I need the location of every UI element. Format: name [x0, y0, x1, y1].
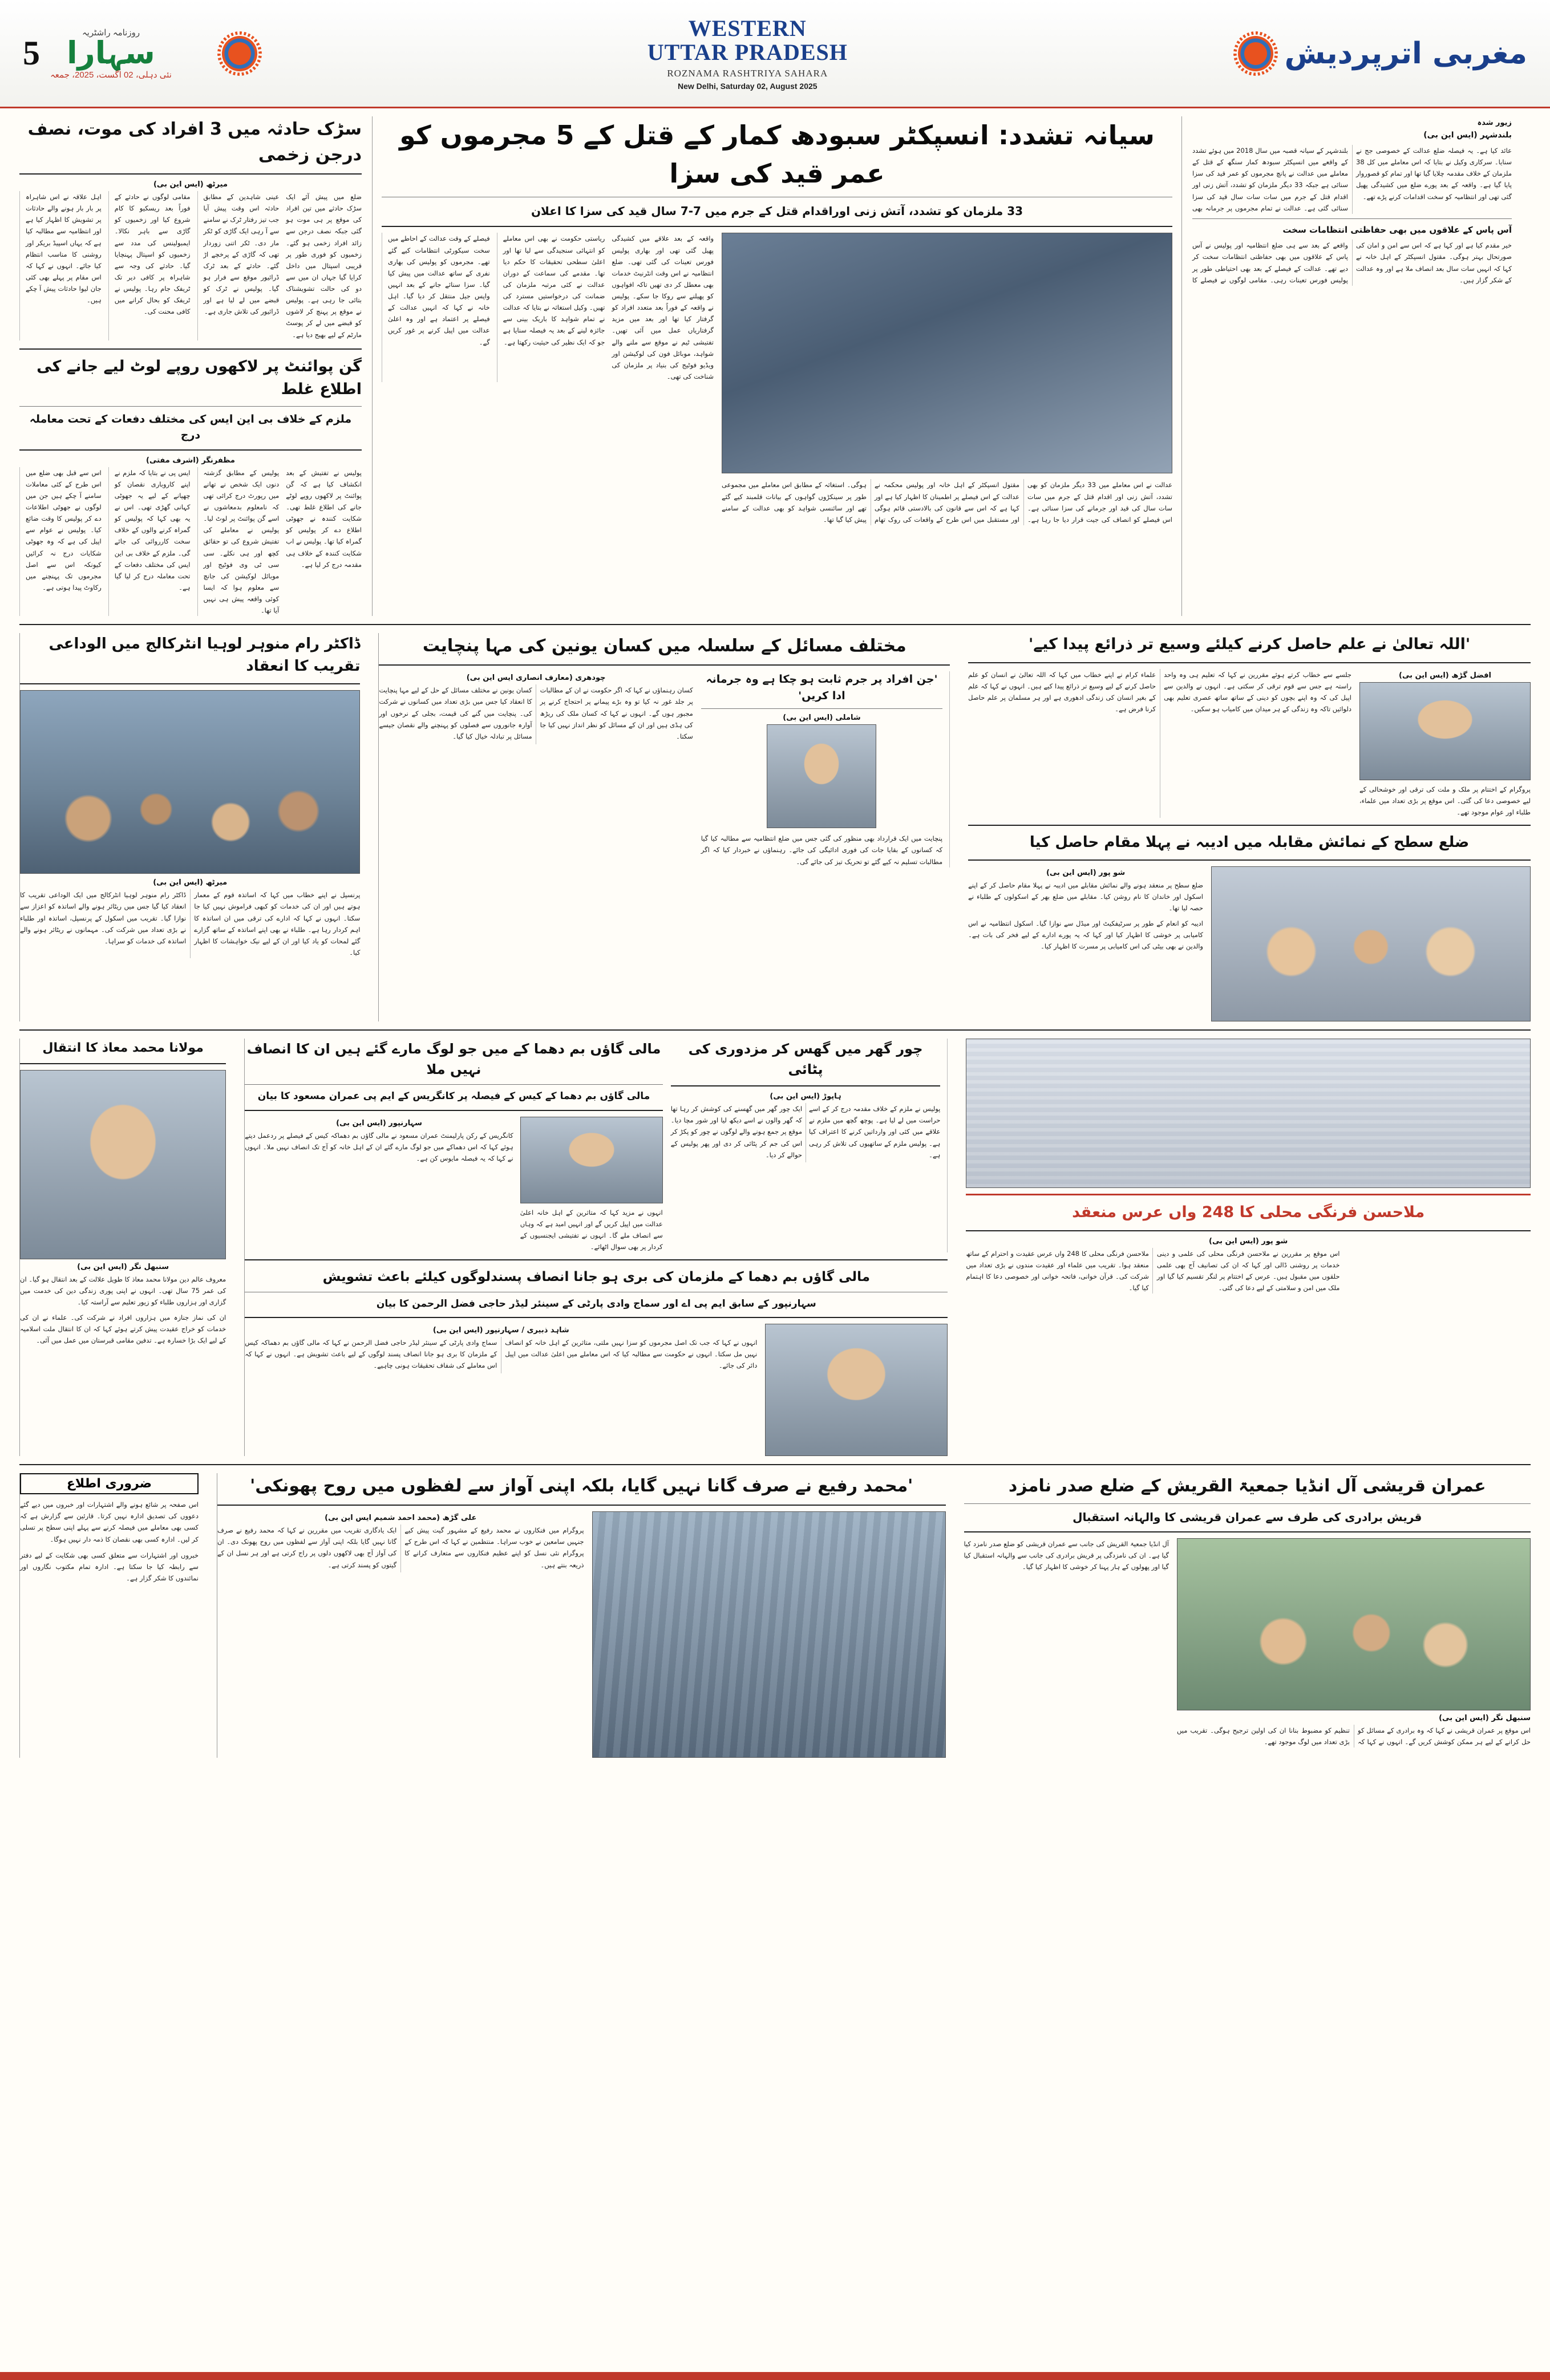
obit-photo	[20, 1070, 226, 1259]
right-rail-byline: زیور شدہ	[1477, 119, 1512, 127]
obit-byline: سنبھل نگر (ایس این بی)	[77, 1263, 169, 1272]
gun-point-col-2: پولیس کے مطابق گزشتہ دنوں ایک شخص نے تھانے میں رپورٹ درج کرائی تھی کہ نامعلوم بدمعاشوں نے اسے گن پوائنٹ پر لوٹ لیا۔ پولیس نے معاملے کی تفتیش شروع کی تو حقائق کچھ اور ہی نکلے۔ سی سی ٹی وی فوٹیج اور موبائل لوکیشن کی جانچ سے معلوم ہوا کہ ایسا کوئی واقعہ پیش ہی نہیں آیا تھا۔	[203, 468, 280, 615]
article-allah-knowledge	[968, 633, 1531, 818]
gun-point-byline: مظفرنگر (اشرف مفتی)	[146, 456, 235, 465]
imran-subhead: قریش برادری کی طرف سے عمران قریشی کا والہانہ استقبال	[1073, 1510, 1422, 1525]
imran-byline: سنبھل نگر (ایس این بی)	[1439, 1714, 1531, 1723]
notice-title: ضروری اطلاع	[20, 1473, 199, 1494]
alvi-byline: میرٹھ (ایس این بی)	[153, 878, 228, 887]
lead-subhead: 33 ملزمان کو تشدد، آتش زنی اوراقدام قتل کے جرم میں 7-7 سال قید کی سزا کا اعلان	[531, 204, 1023, 218]
logo-date-text: نئی دہلی، 02 اگست، 2025، جمعہ	[50, 70, 172, 80]
article-chor	[671, 1039, 948, 1252]
lead-col-1: عدالت نے اس معاملے میں 33 دیگر ملزمان کو بھی تشدد، آتش زنی اور اقدام قتل کے جرم میں سات سات سال کی قید اور جرمانے کی سزا سنائی ہے۔ اس فیصلے کو انصاف کی جیت قرار دیا جا رہا ہے۔ مقتول انسپکٹر کے اہل خانہ اور پولیس محکمہ نے عدالت کے اس فیصلے پر اطمینان کا اظہار کیا ہے اور کہا ہے کہ اس سے قانون کی بالادستی قائم ہوگی اور مستقبل میں اس طرح کے واقعات کی روک تھام ہوگی۔ استغاثہ کے مطابق اس معاملے میں مجموعی طور پر سینکڑوں گواہوں کے بیانات قلمبند کیے گئے تھے اور سائنسی شواہد کو بھی عدالت کے سامنے پیش کیا گیا تھا۔	[722, 481, 1172, 524]
paper-subtitle: ROZNAMA RASHTRIYA SAHARA	[667, 67, 828, 79]
article-maulana-obit	[19, 1039, 234, 1456]
allah-col-3: پروگرام کے اختتام پر ملک و ملت کی ترقی اور خوشحالی کے لیے خصوصی دعا کی گئی۔ اس موقع پر بڑی تعداد میں علماء، طلباء اور عوام موجود تھے۔	[1359, 785, 1531, 816]
notice-col-1: اس صفحہ پر شائع ہونے والے اشتہارات اور خبروں میں دیے گئے دعووں کی تصدیق ادارہ نہیں کرتا۔ قارئین سے گزارش ہے کہ کسی بھی معاملے میں فیصلہ کرنے سے پہلے اپنی سطح پر تسلی کر لیں۔ ادارہ کسی بھی نقصان کا ذمہ دار نہیں ہوگا۔	[20, 1501, 199, 1543]
alvi-photo	[20, 690, 360, 874]
rafi-photo	[592, 1511, 946, 1758]
masthead-center	[257, 17, 1238, 91]
imran-col-2: اس موقع پر عمران قریشی نے کہا کہ وہ برادری کے مسائل کو حل کرانے کے لیے ہر ممکن کوشش کریں گے۔ انہوں نے کہا کہ تنظیم کو مضبوط بنانا ان کی اولین ترجیح ہوگی۔ تقریب میں بڑی تعداد میں لوگ موجود تھے۔	[1177, 1726, 1531, 1746]
urs-byline: شو پور (ایس این بی)	[1209, 1236, 1288, 1246]
tashweesh-byline: شاہد ذبیری / سہارنپور (ایس این بی)	[432, 1326, 569, 1335]
chor-headline: چور گھر میں گھس کر مزدوری کی پٹائی	[688, 1041, 923, 1078]
road-accident-col-3: مقامی لوگوں نے حادثے کے فوراً بعد ریسکیو کا کام شروع کیا اور زخمیوں کو گاڑی سے باہر نکالا۔ ایمبولینس کی مدد سے زخمیوں کو اسپتال پہنچایا گیا۔ حادثے کی وجہ سے شاہراہ پر کافی دیر تک ٹریفک جام رہا۔ پولیس نے ٹریفک کو بحال کرانے میں کافی محنت کی۔	[114, 193, 191, 316]
lead-col-3: ریاستی حکومت نے بھی اس معاملے کو انتہائی سنجیدگی سے لیا تھا اور اعلیٰ سطحی تحقیقات کا حکم دیا تھا۔ مقدمے کی سماعت کے دوران عدالت نے کئی مرتبہ ملزمان کی ضمانت کی درخواستیں مسترد کی تھیں۔ وکیل استغاثہ نے بتایا کہ عدالت نے تمام شواہد کا باریک بینی سے جائزہ لینے کے بعد یہ فیصلہ سنایا ہے جو کہ ایک نظیر کی حیثیت رکھتا ہے۔	[503, 234, 605, 346]
right-rail	[1192, 116, 1512, 616]
logo-top-text: روزنامہ راشٹریہ	[82, 27, 140, 38]
allah-col-1: علماء کرام نے اپنے خطاب میں کہا کہ اللہ تعالیٰ نے انسان کو علم حاصل کرنے کے لیے وسیع تر ذرائع پیدا کیے ہیں۔ انہوں نے کہا کہ علم کے بغیر انسان کی زندگی ادھوری ہے اور ہر مسلمان پر علم حاصل کرنا فرض ہے۔	[968, 670, 1156, 713]
second-band	[19, 633, 1531, 1021]
urs-headline: ملاحسن فرنگی محلی کا 248 واں عرس منعقد	[1072, 1203, 1425, 1222]
urs-col-1: ملاحسن فرنگی محلی کا 248 واں عرس عقیدت و احترام کے ساتھ منعقد ہوا۔ تقریب میں علماء اور عقیدت مندوں نے بڑی تعداد میں شرکت کی۔ قرآن خوانی، فاتحہ خوانی اور خصوصی دعا کا اہتمام کیا گیا۔	[966, 1249, 1149, 1292]
rafi-col-1: ایک یادگاری تقریب میں مقررین نے کہا کہ محمد رفیع نے صرف گانا نہیں گایا بلکہ اپنی آواز سے لفظوں میں روح پھونک دی۔ ان کی آواز آج بھی لاکھوں دلوں پر راج کرتی ہے اور ہر نسل ان کے گیتوں کو پسند کرتی ہے۔	[217, 1526, 397, 1569]
imran-col-1: آل انڈیا جمعیۃ القریش کی جانب سے عمران قریشی کو ضلع صدر نامزد کیا گیا ہے۔ ان کی نامزدگی پر قریش برادری کی جانب سے والہانہ استقبال کیا گیا اور پھولوں کے ہار پہنا کر خوشی کا اظہار کیا گیا۔	[964, 1540, 1169, 1571]
lead-col-4: فیصلے کے وقت عدالت کے احاطے میں سخت سیکورٹی انتظامات کیے گئے تھے۔ مجرموں کو پولیس کی بھاری نفری کے ساتھ عدالت میں پیش کیا گیا۔ سزا سنائے جانے کے بعد انہیں واپس جیل منتقل کر دیا گیا۔ اہل خانہ نے کہا کہ انہیں عدالت کے فیصلے پر اعتماد ہے اور وہ اعلیٰ عدالت میں اپیل کرنے پر غور کریں گے۔	[388, 234, 490, 346]
malikpur-col-2: انہوں نے مزید کہا کہ متاثرین کے اہل خانہ اعلیٰ عدالت میں اپیل کریں گے اور انہیں امید ہے کہ وہاں سے انصاف ملے گا۔ انہوں نے تفتیشی ایجنسیوں کے کردار پر بھی سوال اٹھائے۔	[520, 1208, 663, 1251]
article-mohammad-rafi	[217, 1473, 954, 1758]
article-maligaon-tashweesh	[245, 1267, 948, 1456]
alvi-col-1: ڈاکٹر رام منوہر لوہیا انٹرکالج میں ایک الوداعی تقریب کا انعقاد کیا گیا جس میں ریٹائر ہونے والے اساتذہ کو اعزاز سے نوازا گیا۔ تقریب میں اسکول کے پرنسپل، اساتذہ اور طلباء نے بڑی تعداد میں شرکت کی۔ مہمانوں نے ریٹائر ہونے والے اساتذہ کی خدمات کو سراہا۔	[20, 891, 187, 945]
malikpur-byline: سہارنپور (ایس این بی)	[336, 1118, 422, 1128]
article-district-exhibition	[968, 832, 1531, 1021]
masthead-right	[1238, 36, 1527, 71]
chor-col-1: ایک چور گھر میں گھسنے کی کوشش کر رہا تھا کہ گھر والوں نے اسے دیکھ لیا اور شور مچا دیا۔ موقع پر جمع ہونے والے لوگوں نے چور کو پکڑ کر اس کی جم کر پٹائی کر دی اور پھر پولیس کے حوالے کر دیا۔	[670, 1105, 803, 1159]
sun-icon-right	[1238, 36, 1273, 71]
article-alvi	[19, 633, 368, 1021]
exhibition-photo	[1211, 866, 1531, 1021]
rafi-byline: علی گڑھ (محمد احمد شمیم ایس این بی)	[325, 1514, 477, 1523]
gun-point-col-4: اس سے قبل بھی ضلع میں اس طرح کے کئی معاملات سامنے آ چکے ہیں جن میں لوگوں نے جھوٹی اطلاعات دے کر پولیس کا وقت ضائع کیا۔ پولیس نے عوام سے اپیل کی ہے کہ وہ جھوٹی شکایات درج نہ کرائیں کیونکہ اس سے اصل مجرموں تک پہنچنے میں رکاوٹ پیدا ہوتی ہے۔	[26, 468, 102, 591]
lead-photo	[722, 233, 1172, 473]
road-accident-col-2: عینی شاہدین کے مطابق حادثہ اس وقت پیش آیا جب تیز رفتار ٹرک نے سامنے سے آ رہی ایک گاڑی کو ٹکر مار دی۔ ٹکر اتنی زوردار تھی کہ گاڑی کے پرخچے اڑ گئے۔ حادثے کے بعد ٹرک ڈرائیور موقع سے فرار ہو گیا۔ پولیس نے ٹرک کو قبضے میں لے لیا ہے اور ڈرائیور کی تلاش جاری ہے۔	[203, 193, 280, 316]
notice-block	[19, 1473, 207, 1758]
exhibition-byline: شو پور (ایس این بی)	[1046, 869, 1126, 878]
lead-story	[372, 116, 1182, 616]
tashweesh-photo	[765, 1324, 948, 1456]
gun-point-subhead: ملزم کے خلاف بی این ایس کی مختلف دفعات کے تحت معاملہ درج	[29, 412, 352, 442]
allah-photo	[1359, 682, 1531, 780]
malikpur-subhead: مالی گاؤں بم دھما کے کیس کے فیصلہ پر کانگریس کے ایم پی عمران مسعود کا بیان	[257, 1090, 650, 1102]
right-rail-text: بلندشہر کے سیانہ قصبہ میں سال 2018 میں ہوئے تشدد کے واقعے میں انسپکٹر سبودھ کمار سنگھ کے قتل کے معاملے میں عدالت نے پانچ مجرموں کو عمر قید کی سزا سنائی ہے جبکہ 33 دیگر ملزمان کو تشدد، آتش زنی اور اقدام قتل کے جرم میں سات سات سال قید کی سزا سنائی گئی ہے۔ عدالت نے تمام مجرموں پر جرمانہ بھی عائد کیا ہے۔ یہ فیصلہ ضلع عدالت کے خصوصی جج نے سنایا۔ سرکاری وکیل نے بتایا کہ اس معاملے میں کل 38 ملزمان کے خلاف مقدمہ چلایا گیا تھا اور تمام کو قصوروار پایا گیا ہے۔ واقعہ کے بعد پورے ضلع میں کشیدگی پھیل گئی تھی اور انتظامیہ کو سخت اقدامات کرنے پڑے تھے۔	[1192, 147, 1512, 212]
chor-col-2: پولیس نے ملزم کے خلاف مقدمہ درج کر کے اسے حراست میں لے لیا ہے۔ پوچھ گچھ میں ملزم نے علاقے میں کئی اور وارداتیں کرنے کا اعتراف کیا ہے۔ پولیس ملزم کے ساتھیوں کی تلاش کر رہی ہے۔	[809, 1105, 941, 1159]
allah-byline: افضل گڑھ (ایس این بی)	[1399, 671, 1491, 680]
gun-point-col-3: ایس پی نے بتایا کہ ملزم نے اپنے کاروباری نقصان کو چھپانے کے لیے یہ جھوٹی کہانی گھڑی تھی۔ اس نے یہ بھی کہا کہ پولیس کو گمراہ کرنے والوں کے خلاف سخت کارروائی کی جائے گی۔ ملزم کے خلاف بی این ایس کی مختلف دفعات کے تحت معاملہ درج کر لیا گیا ہے۔	[114, 468, 191, 591]
rafi-headline: 'محمد رفیع نے صرف گانا نہیں گایا، بلکہ اپنی آواز سے لفظوں میں روح پھونکی'	[250, 1476, 913, 1497]
kisan-headline: مختلف مسائل کے سلسلہ میں کسان یونین کی مہا پنچایت	[422, 636, 906, 656]
road-accident-col-1: ضلع میں پیش آئے ایک سڑک حادثے میں تین افراد کی موقع پر ہی موت ہو گئی جبکہ نصف درجن سے زائد افراد زخمی ہو گئے۔ زخمیوں کو فوری طور پر قریبی اسپتال میں داخل کرایا گیا جہاں ان میں سے دو کی حالت تشویشناک بتائی جا رہی ہے۔ پولیس نے موقع پر پہنچ کر لاشوں کو قبضے میں لے کر پوسٹ مارٹم کے لیے بھیج دیا ہے۔	[286, 193, 362, 339]
malikpur-photo	[520, 1117, 663, 1203]
imran-headline: عمران قریشی آل انڈیا جمعیۃ القریش کے ضلع صدر نامزد	[1008, 1476, 1486, 1497]
paper-title-line2: UTTAR PRADESH	[647, 39, 848, 65]
allah-col-2: جلسے سے خطاب کرتے ہوئے مقررین نے کہا کہ تعلیم ہی وہ واحد راستہ ہے جس سے قوم ترقی کر سکتی ہے۔ انہوں نے والدین سے اپیل کی کہ وہ اپنے بچوں کو دینی کے ساتھ ساتھ عصری تعلیم بھی دلوائیں تاکہ وہ زندگی کے ہر میدان میں کامیاب ہو سکیں۔	[1164, 670, 1351, 713]
obit-col-2: ان کی نماز جنازہ میں ہزاروں افراد نے شرکت کی۔ علماء نے ان کی خدمات کو خراج عقیدت پیش کرتے ہوئے کہا کہ ان کا انتقال ملت اسلامیہ کے لیے ایک بڑا خسارہ ہے۔ تدفین مقامی قبرستان میں عمل میں آئی۔	[20, 1313, 226, 1344]
paper-date: New Delhi, Saturday 02, August 2025	[678, 81, 818, 91]
exhibition-col-1: ضلع سطح پر منعقد ہونے والے نمائش مقابلے میں ادیبہ نے پہلا مقام حاصل کر کے اپنے اسکول اور خاندان کا نام روشن کیا۔ مقابلے میں ضلع بھر کے اسکولوں کے طلباء نے حصہ لیا تھا۔	[968, 881, 1203, 913]
obit-headline: مولانا محمد معاذ کا انتقال	[42, 1041, 204, 1056]
exhibition-headline: ضلع سطح کے نمائش مقابلہ میں ادیبہ نے پہلا مقام حاصل کیا	[1029, 834, 1470, 852]
mid-third-band	[244, 1039, 956, 1456]
malikpur-headline: مالی گاؤں بم دھما کے میں جو لوگ مارے گئے ہیں ان کا انصاف نہیں ملا	[246, 1041, 661, 1078]
left-column-group	[19, 116, 362, 616]
allah-headline: 'اللہ تعالیٰ نے علم حاصل کرنے کیلئے وسیع تر ذرائع پیدا کیے'	[1029, 635, 1471, 654]
article-kisan	[378, 633, 958, 1021]
urs-photo	[966, 1039, 1531, 1188]
logo-urdu-text: سہارا	[67, 34, 155, 71]
right-rail-second-head: آس پاس کے علاقوں میں بھی حفاظتی انتظامات سخت	[1282, 224, 1512, 235]
lead-col-2: واقعہ کے بعد علاقے میں کشیدگی پھیل گئی تھی اور بھاری پولیس فورس تعینات کی گئی تھی۔ ضلع انتظامیہ نے اس وقت انٹرنیٹ خدمات بھی معطل کر دی تھیں تاکہ افواہوں کو پھیلنے سے روکا جا سکے۔ پولیس نے واقعہ کے فوراً بعد متعدد افراد کو گرفتار کیا تھا اور بعد میں مزید گرفتاریاں عمل میں آئی تھیں۔ تفتیشی ٹیم نے موقع سے ملنے والے شواہد، موبائل فون کی لوکیشن اور ویڈیو فوٹیج کی بنیاد پر ملزمان کی شناخت کی تھی۔	[612, 234, 714, 380]
tashweesh-col-2: انہوں نے کہا کہ جب تک اصل مجرموں کو سزا نہیں ملتی، متاثرین کے اہل خانہ کو انصاف نہیں مل سکتا۔ انہوں نے حکومت سے مطالبہ کیا کہ اس معاملے میں اعلیٰ عدالت میں اپیل دائر کی جائے۔	[505, 1339, 758, 1370]
article-malikpur	[245, 1039, 663, 1252]
right-rail-second-text: واقعے کے بعد سے ہی ضلع انتظامیہ اور پولیس نے آس پاس کے علاقوں میں بھی حفاظتی انتظامات سخت کر دیے تھے۔ عدالت کے فیصلے کے بعد بھی احتیاطی طور پر پولیس فورس تعینات رہی۔ مقامی لوگوں نے فیصلے کا خیر مقدم کیا ہے اور کہا ہے کہ اس سے امن و امان کی صورتحال بہتر ہوگی۔ مقتول انسپکٹر کے اہل خانہ نے کہا کہ انہیں سات سال بعد انصاف ملا ہے اور وہ عدالت کے شکر گزار ہیں۔	[1192, 241, 1512, 284]
kisan-side-headline: 'جن افراد پر جرم ثابت ہو چکا ہے وہ جرمانہ ادا کریں'	[706, 673, 938, 702]
tashweesh-headline: مالی گاؤں بم دھما کے ملزمان کی بری ہو جانا انصاف پسندلوگوں کیلئے باعث تشویش	[322, 1270, 870, 1285]
gun-point-headline: گن پوائنٹ پر لاکھوں روپے لوٹ لیے جانے کی اطلاع غلط	[37, 357, 362, 399]
kisan-col-3: پنچایت میں ایک قرارداد بھی منظور کی گئی جس میں ضلع انتظامیہ سے مطالبہ کیا گیا کہ کسانوں کے بقایا جات کی فوری ادائیگی کی جائے۔ رہنماؤں نے خبردار کیا کہ اگر مطالبات تسلیم نہ کیے گئے تو تحریک تیز کی جائے گی۔	[701, 834, 943, 866]
masthead	[0, 0, 1550, 108]
article-urs	[966, 1039, 1531, 1456]
sahara-logo	[50, 27, 172, 80]
right-band-group	[968, 633, 1531, 1021]
footer-bar	[0, 2372, 1550, 2380]
obit-col-1: معروف عالم دین مولانا محمد معاذ کا طویل علالت کے بعد انتقال ہو گیا۔ ان کی عمر 75 سال تھی۔ انہوں نے اپنی پوری زندگی دین کی خدمت میں گزاری اور ہزاروں طلباء کو زیور تعلیم سے آراستہ کیا۔	[20, 1275, 226, 1307]
paper-title-line1: WESTERN	[688, 15, 807, 41]
road-accident-headline: سڑک حادثہ میں 3 افراد کی موت، نصف درجن زخمی	[27, 119, 362, 165]
masthead-left	[23, 27, 257, 80]
chor-byline: ہاپوڑ (ایس این بی)	[770, 1092, 841, 1101]
alvi-headline: ڈاکٹر رام منوہر لوہیا انٹرکالج میں الوداعی تقریب کا انعقاد	[48, 635, 361, 675]
top-section	[19, 116, 1531, 616]
kisan-byline-2: چودھری (معارف انصاری ایس این بی)	[466, 674, 606, 683]
kisan-portrait-photo	[767, 724, 876, 828]
sun-icon	[222, 36, 257, 71]
article-imran-qureshi	[964, 1473, 1531, 1758]
urs-col-2: اس موقع پر مقررین نے ملاحسن فرنگی محلی کی علمی و دینی خدمات پر روشنی ڈالی اور کہا کہ ان کی تصانیف آج بھی علمی حلقوں میں مقبول ہیں۔ عرس کے اختتام پر لنگر تقسیم کیا گیا اور ملک میں امن و سلامتی کے لیے دعا کی گئی۔	[1156, 1249, 1340, 1292]
rafi-col-2: پروگرام میں فنکاروں نے محمد رفیع کے مشہور گیت پیش کیے جنہیں سامعین نے خوب سراہا۔ منتظمین نے کہا کہ اس طرح کے پروگرام نئی نسل کو اپنے عظیم فنکاروں سے متعارف کرانے کا ذریعہ بنتے ہیں۔	[404, 1526, 584, 1569]
road-accident-col-4: اہل علاقہ نے اس شاہراہ پر بار بار ہونے والے حادثات پر تشویش کا اظہار کیا ہے اور انتظامیہ سے مطالبہ کیا ہے کہ یہاں اسپیڈ بریکر اور روشنی کا مناسب انتظام کیا جائے۔ انہوں نے کہا کہ اس مقام پر پہلے بھی کئی جان لیوا حادثات پیش آ چکے ہیں۔	[26, 193, 102, 305]
kisan-col-1: کسان یونین نے مختلف مسائل کے حل کے لیے مہا پنچایت کا انعقاد کیا جس میں بڑی تعداد میں کسانوں نے شرکت کی۔ پنچایت میں گنے کی قیمت، بجلی کے نرخوں اور آوارہ جانوروں سے فصلوں کو پہنچنے والے نقصان جیسے مسائل پر تبادلہ خیال کیا گیا۔	[379, 686, 532, 740]
lead-headline: سیانہ تشدد: انسپکٹر سبودھ کمار کے قتل کے 5 مجرموں کو عمر قید کی سزا	[399, 120, 1155, 189]
notice-col-2: خبروں اور اشتہارات سے متعلق کسی بھی شکایت کے لیے دفتر سے رابطہ کیا جا سکتا ہے۔ ادارہ تمام مکتوب نگاروں اور نمائندوں کا شکر گزار ہے۔	[20, 1551, 199, 1582]
page-content	[0, 108, 1550, 1769]
kisan-col-2: کسان رہنماؤں نے کہا کہ اگر حکومت نے ان کے مطالبات پر جلد غور نہ کیا تو وہ بڑے پیمانے پر احتجاج کرنے پر مجبور ہوں گے۔ انہوں نے کہا کہ کسان ملک کی ریڑھ کی ہڈی ہیں اور ان کے مسائل کو نظر انداز نہیں کیا جا سکتا۔	[540, 686, 693, 740]
tashweesh-col-1: سماج وادی پارٹی کے سینئر لیڈر حاجی فضل الرحمن نے کہا کہ مالی گاؤں بم دھماکہ کیس کے ملزمان کا بری ہو جانا انصاف پسند لوگوں کے لیے باعث تشویش ہے۔ انہوں نے کہا کہ اس معاملے کی شفاف تحقیقات ہونی چاہیے۔	[245, 1339, 497, 1370]
alvi-col-2: پرنسپل نے اپنے خطاب میں کہا کہ اساتذہ قوم کے معمار ہوتے ہیں اور ان کی خدمات کو کبھی فراموش نہیں کیا جا سکتا۔ انہوں نے کہا کہ ادارے کی ترقی میں ان اساتذہ کا اہم کردار رہا ہے۔ طلباء نے بھی اپنے اساتذہ کے ساتھ گزارے گئے لمحات کو یاد کیا اور ان کے لیے نیک خواہشات کا اظہار کیا۔	[194, 891, 361, 956]
tashweesh-subhead: سہارنپور کے سابق ایم پی اے اور سماج وادی پارٹی کے سینئر لیڈر حاجی فضل الرحمن کا بیان	[376, 1298, 816, 1309]
bottom-band	[19, 1473, 1531, 1758]
road-accident-byline: میرٹھ (ایس این بی)	[153, 180, 228, 189]
gun-point-col-1: پولیس نے تفتیش کے بعد انکشاف کیا ہے کہ گن پوائنٹ پر لاکھوں روپے لوٹے جانے کی اطلاع غلط تھی۔ شکایت کنندہ نے جھوٹی اطلاع دے کر پولیس کو گمراہ کیا تھا۔ پولیس نے اب شکایت کنندہ کے خلاف ہی مقدمہ درج کر لیا ہے۔	[286, 468, 362, 569]
urdu-edition-title: مغربی اترپردیش	[1284, 36, 1527, 71]
imran-photo	[1177, 1538, 1531, 1710]
kisan-byline: شاملی (ایس این بی)	[783, 713, 861, 723]
article-road-accident	[19, 116, 362, 340]
exhibition-col-2: ادیبہ کو انعام کے طور پر سرٹیفکیٹ اور میڈل سے نوازا گیا۔ اسکول انتظامیہ نے اس کامیابی پر خوشی کا اظہار کیا اور کہا کہ یہ پورے ادارے کے لیے فخر کی بات ہے۔ والدین نے بھی بیٹی کی اس کامیابی پر مسرت کا اظہار کیا۔	[968, 919, 1203, 950]
article-gun-point	[19, 355, 362, 617]
third-band	[19, 1039, 1531, 1456]
malikpur-col-1: کانگریس کے رکن پارلیمنٹ عمران مسعود نے مالی گاؤں بم دھماکہ کیس کے فیصلے پر ردعمل دیتے ہوئے کہا کہ اس دھماکے میں جو لوگ مارے گئے ان کے اہل خانہ کو آج تک انصاف نہیں ملا۔ انہوں نے کہا کہ یہ فیصلہ مایوس کن ہے۔	[245, 1131, 513, 1162]
page-number: 5	[23, 34, 40, 72]
right-rail-dateline: بلندشہر (ایس این بی)	[1423, 131, 1512, 140]
